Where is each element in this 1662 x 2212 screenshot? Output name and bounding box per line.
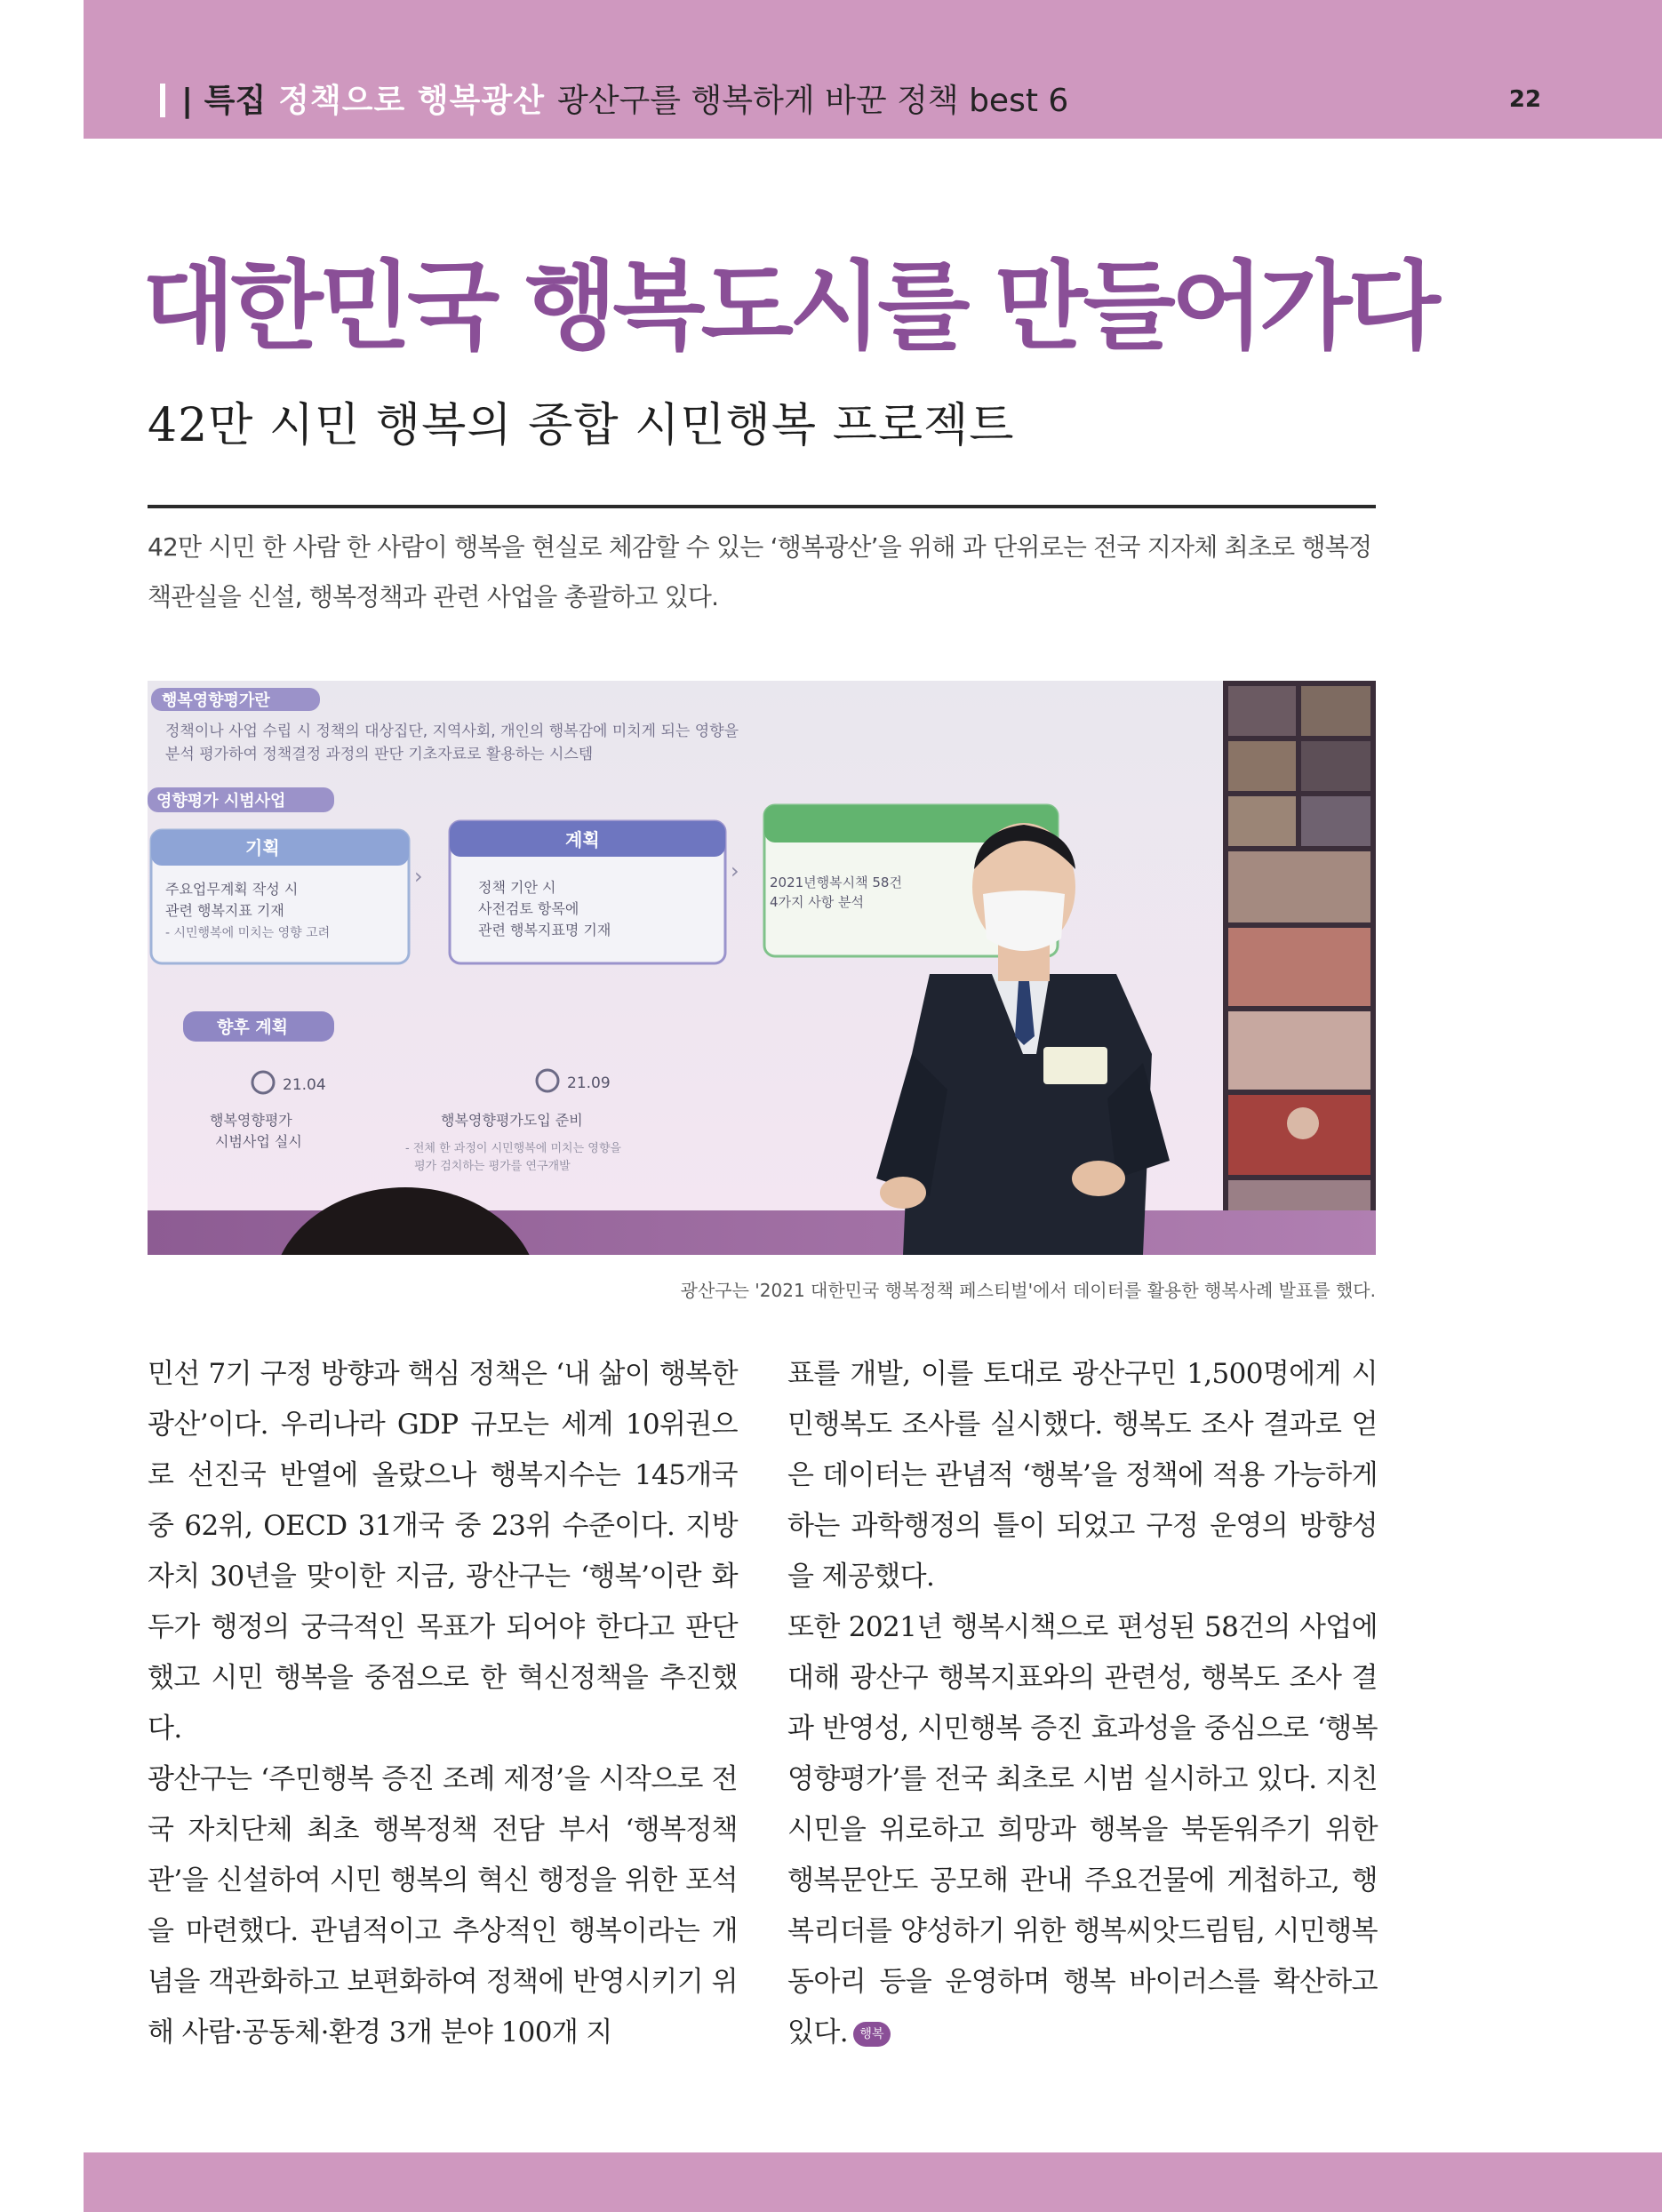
page-number: 22 [1508,86,1542,113]
article-title: 대한민국 행복도시를 만들어가다 [142,252,1436,363]
body-column-right [787,1349,1378,2058]
step2-text-2: 사전검토 항목에 [478,900,579,917]
milestone1-line-1: 행복영향평가 [210,1112,292,1129]
video-tile [1228,686,1296,736]
title-divider [148,505,1376,508]
header-section: 정책으로 행복광산 [278,83,545,119]
milestone2-date: 21.09 [567,1074,611,1092]
end-mark-icon: 행복 [853,2022,891,2047]
milestone2-label: 행복영향평가도입 준비 [441,1112,583,1129]
slide-line-1: 정책이나 사업 수립 시 정책의 대상집단, 지역사회, 개인의 행복감에 미치게 되는 영향을 [165,723,739,740]
milestone2-note-2: 평가 검치하는 평가를 연구개발 [414,1160,571,1173]
footer-band [84,2152,1662,2212]
video-tile [1228,928,1370,1006]
header-divider-bar [160,84,165,117]
step1-text-2: 관련 행복지표 기재 [165,902,284,919]
video-tile [1228,1011,1370,1090]
step2-text-3: 관련 행복지표명 기재 [478,922,611,938]
slide-section: 영향평가 시범사업 [156,792,286,811]
video-tile [1228,741,1296,791]
step1-text-1: 주요업무계획 작성 시 [165,881,299,898]
running-header [181,75,1068,128]
step2-title: 계획 [565,829,600,850]
milestone1-date: 21.04 [283,1076,326,1094]
step1-header [151,830,409,866]
body-paragraph: 민선 7기 구정 방향과 핵심 정책은 ‘내 삶이 행복한 광산’이다. 우리나라 GDP 규모는 세계 10위권으로 선진국 반열에 올랐으나 행복지수는 145개국 중 62위, OECD 31개국 중 23위 수준이다. 지방자치 30년을 맞이한 지금, 광산구는 ‘행복’이란 화두가 행정의 궁극적인 목표가 되어야 한다고 판단했고 시민 행복을 중점으로 한 혁신정책을 추진했다. [148,1358,738,1745]
article-subtitle: 42만 시민 행복의 종합 시민행복 프로젝트 [148,399,1015,452]
video-tile [1228,851,1370,922]
photo-caption: 광산구는 '2021 대한민국 행복정책 페스티벌'에서 데이터를 활용한 행복사례 발표를 했다. [680,1280,1376,1301]
video-tile [1301,741,1370,791]
slide-heading: 행복영향평가란 [162,691,270,710]
article-lead: 42만 시민 한 사람 한 사람이 행복을 현실로 체감할 수 있는 ‘행복광산’을 위해 과 단위로는 전국 지자체 최초로 행복정책관실을 신설, 행복정책과 관련 사업을 총괄하고 있다. [148,532,1372,611]
screen-background [148,681,1376,1255]
step-arrow-1: › [414,864,423,889]
video-tile [1301,796,1370,846]
presentation-photo [148,681,1376,1255]
step2-text-1: 정책 기안 시 [478,879,556,896]
video-tile [1301,686,1370,736]
body-paragraph-text: 또한 2021년 행복시책으로 편성된 58건의 사업에 대해 광산구 행복지표와의 관련성, 행복도 조사 결과 반영성, 시민행복 증진 효과성을 중심으로 ‘행복영향평가’를 전국 최초로 시범 실시하고 있다. 지친 시민을 위로하고 희망과 행복을 북돋워주기 위한 행복문안도 공모해 관내 주요건물에 게첩하고, 행복리더를 양성하기 위한 행복씨앗드림팀, 시민행복 동아리 등을 운영하며 행복 바이러스를 확산하고 있다. [787,1611,1378,2048]
step1-title: 기획 [245,837,280,858]
body-paragraph: 표를 개발, 이를 토대로 광산구민 1,500명에게 시민행복도 조사를 실시했다. 행복도 조사 결과로 얻은 데이터는 관념적 ‘행복’을 정책에 적용 가능하게 하는 과학행정의 틀이 되었고 구정 운영의 방향성을 제공했다. [787,1358,1378,1593]
step3-text-2: 4가지 사항 분석 [770,894,865,910]
step1-text-3: - 시민행복에 미치는 영향 고려 [165,926,331,940]
step-arrow-2: › [731,858,739,883]
plan-label: 향후 계획 [217,1018,289,1037]
body-column-left [148,1349,738,2058]
body-paragraph: 광산구는 ‘주민행복 증진 조례 제정’을 시작으로 전국 자치단체 최초 행복정책 전담 부서 ‘행복정책관’을 신설하여 시민 행복의 혁신 행정을 위한 포석을 마련했다. 관념적이고 추상적인 행복이라는 개념을 객관화하고 보편화하여 정책에 반영시키기 위해 사람·공동체·환경 3개 분야 100개 지 [148,1763,738,2048]
body-paragraph-last [787,1602,1378,2058]
milestone2-note-1: - 전체 한 과정이 시민행복에 미치는 영향을 [405,1142,621,1155]
video-tile [1228,796,1296,846]
milestone1-line-2: 시범사업 실시 [215,1133,302,1150]
header-label: | 특집 [181,83,267,119]
slide-line-2: 분석 평가하여 정책결정 과정의 판단 기초자료로 활용하는 시스템 [165,746,594,763]
header-topic: 광산구를 행복하게 바꾼 정책 best 6 [556,83,1069,119]
video-participant-face [1287,1107,1319,1139]
step3-text-1: 2021년행복시책 58건 [770,874,902,890]
